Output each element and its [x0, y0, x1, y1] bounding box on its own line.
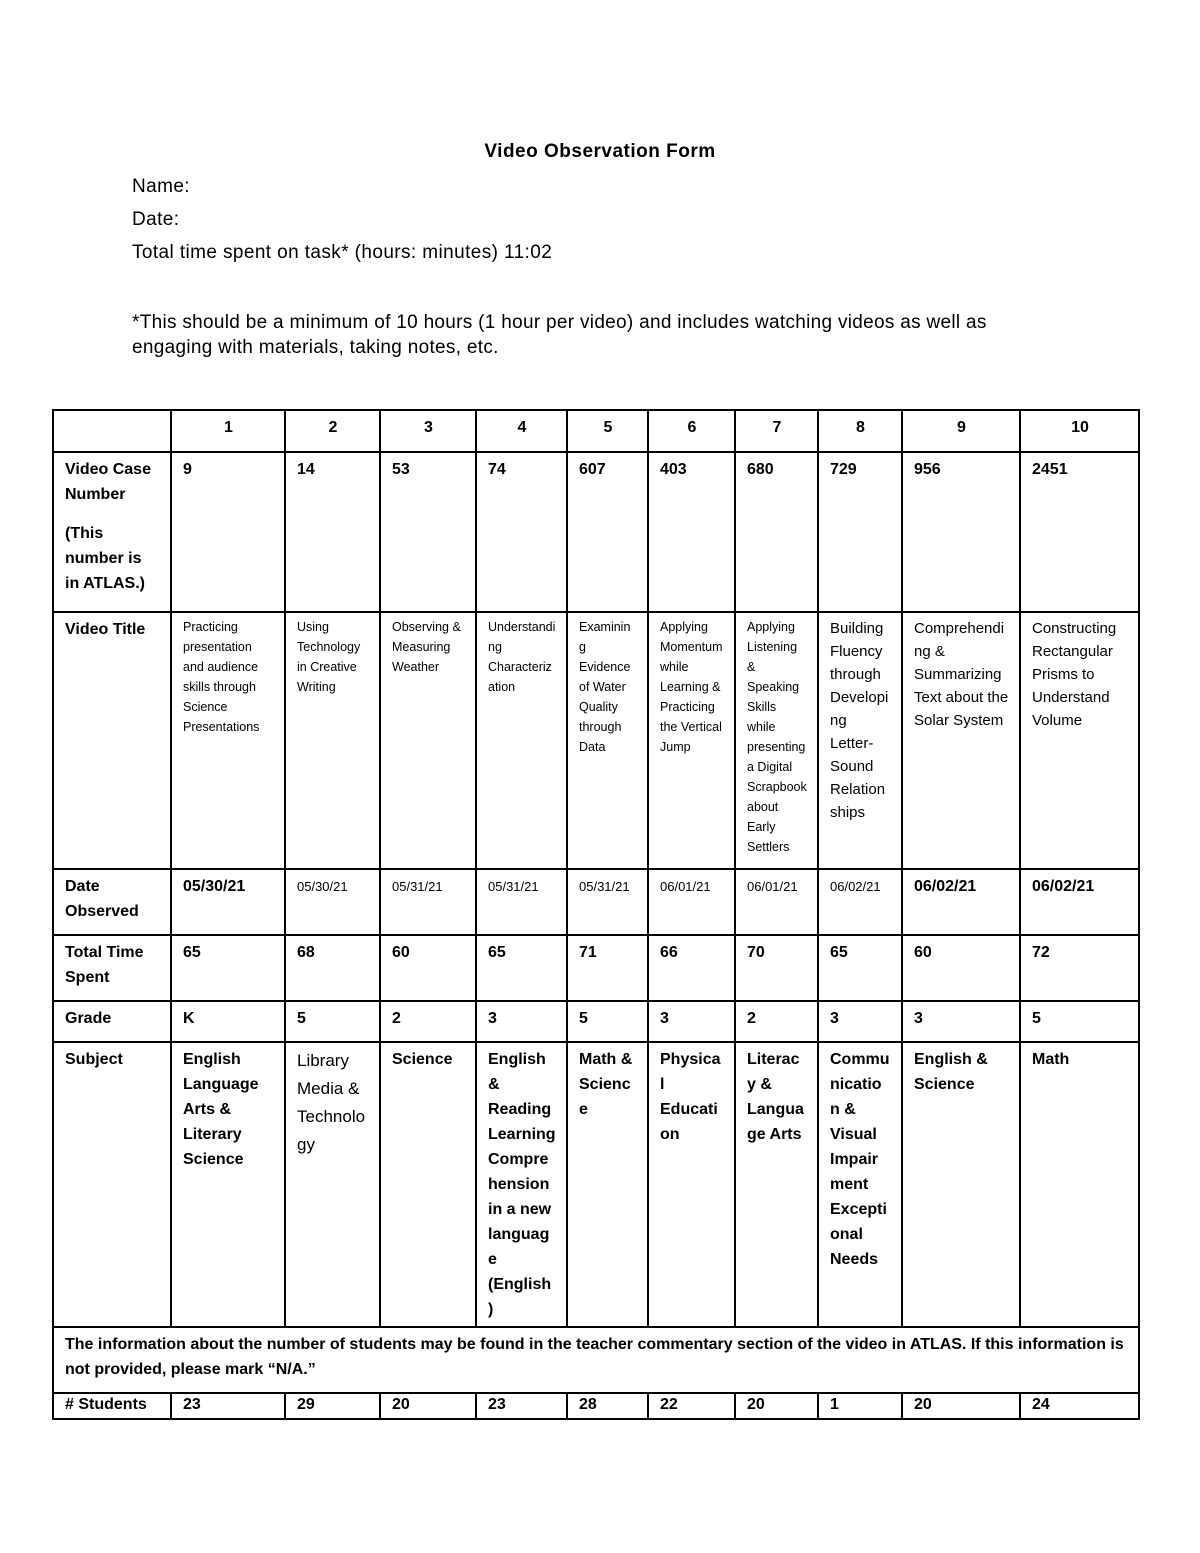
- column-header: 1: [171, 410, 285, 452]
- total-time-cell: 60: [902, 935, 1020, 1001]
- total-time-cell: 65: [171, 935, 285, 1001]
- video-title-cell: Examining Evidence of Water Quality through Data: [567, 612, 648, 869]
- date-observed-cell: 05/31/21: [567, 869, 648, 935]
- students-cell: 20: [735, 1393, 818, 1419]
- case-number-cell: 729: [818, 452, 902, 612]
- grade-row: [53, 1001, 1139, 1042]
- video-title-cell: Understanding Characterization: [476, 612, 567, 869]
- grade-cell: K: [171, 1001, 285, 1042]
- students-cell: 28: [567, 1393, 648, 1419]
- video-title-label: Video Title: [53, 612, 171, 869]
- column-header: 9: [902, 410, 1020, 452]
- subject-label: Subject: [53, 1042, 171, 1327]
- case-number-cell: 2451: [1020, 452, 1139, 612]
- grade-cell: 3: [648, 1001, 735, 1042]
- students-cell: 20: [902, 1393, 1020, 1419]
- total-time-cell: 71: [567, 935, 648, 1001]
- video-title-cell: Comprehending & Summarizing Text about the Solar System: [902, 612, 1020, 869]
- subject-cell: Literacy & Language Arts: [735, 1042, 818, 1327]
- total-time-field: Total time spent on task* (hours: minutes) 11:02: [132, 242, 553, 263]
- grade-cell: 3: [818, 1001, 902, 1042]
- name-field-label: Name:: [132, 176, 190, 197]
- video-title-cell: Practicing presentation and audience skills through Science Presentations: [171, 612, 285, 869]
- page-title: Video Observation Form: [484, 141, 716, 162]
- column-header: 4: [476, 410, 567, 452]
- students-cell: 24: [1020, 1393, 1139, 1419]
- students-cell: 29: [285, 1393, 380, 1419]
- grade-cell: 3: [476, 1001, 567, 1042]
- case-number-cell: 403: [648, 452, 735, 612]
- grade-cell: 2: [380, 1001, 476, 1042]
- video-title-row: [53, 612, 1139, 869]
- subject-cell: English & Reading Learning Comprehension in a new language (English): [476, 1042, 567, 1327]
- subject-cell: Math: [1020, 1042, 1139, 1327]
- column-header: 5: [567, 410, 648, 452]
- column-header: 7: [735, 410, 818, 452]
- minimum-hours-note: *This should be a minimum of 10 hours (1 hour per video) and includes watching videos as well as engaging with materials, taking notes, etc.: [132, 312, 987, 358]
- date-observed-cell: 06/01/21: [735, 869, 818, 935]
- column-header: 8: [818, 410, 902, 452]
- total-time-row: [53, 935, 1139, 1001]
- grade-cell: 5: [285, 1001, 380, 1042]
- video-title-cell: Constructing Rectangular Prisms to Understand Volume: [1020, 612, 1139, 869]
- video-title-cell: Using Technology in Creative Writing: [285, 612, 380, 869]
- total-time-cell: 60: [380, 935, 476, 1001]
- students-cell: 23: [476, 1393, 567, 1419]
- date-observed-cell: 06/02/21: [902, 869, 1020, 935]
- date-observed-cell: 06/02/21: [818, 869, 902, 935]
- date-observed-row: [53, 869, 1139, 935]
- date-observed-cell: 06/02/21: [1020, 869, 1139, 935]
- subject-cell: Library Media & Technology: [285, 1042, 380, 1327]
- students-note-row: [53, 1327, 1139, 1393]
- total-time-label: Total Time Spent: [53, 935, 171, 1001]
- students-cell: 20: [380, 1393, 476, 1419]
- total-time-cell: 65: [476, 935, 567, 1001]
- case-number-cell: 9: [171, 452, 285, 612]
- date-observed-label: Date Observed: [53, 869, 171, 935]
- case-number-cell: 956: [902, 452, 1020, 612]
- case-number-note: (This number is in ATLAS.): [65, 525, 145, 592]
- video-title-cell: Applying Listening & Speaking Skills while presenting a Digital Scrapbook about Early Settlers: [735, 612, 818, 869]
- video-title-cell: Observing & Measuring Weather: [380, 612, 476, 869]
- students-cell: 23: [171, 1393, 285, 1419]
- total-time-cell: 70: [735, 935, 818, 1001]
- date-observed-cell: 05/31/21: [380, 869, 476, 935]
- case-number-label: Video Case Number: [65, 461, 151, 503]
- video-title-cell: Applying Momentum while Learning & Practicing the Vertical Jump: [648, 612, 735, 869]
- column-header: 10: [1020, 410, 1139, 452]
- subject-cell: Science: [380, 1042, 476, 1327]
- date-observed-cell: 06/01/21: [648, 869, 735, 935]
- total-time-cell: 72: [1020, 935, 1139, 1001]
- column-header: 6: [648, 410, 735, 452]
- header-blank-cell: [53, 410, 171, 452]
- date-observed-cell: 05/30/21: [171, 869, 285, 935]
- case-number-cell: 74: [476, 452, 567, 612]
- case-number-cell: 607: [567, 452, 648, 612]
- subject-cell: English Language Arts & Literary Science: [171, 1042, 285, 1327]
- subject-row: [53, 1042, 1139, 1327]
- grade-cell: 2: [735, 1001, 818, 1042]
- header-row: [53, 410, 1139, 452]
- date-observed-cell: 05/30/21: [285, 869, 380, 935]
- subject-cell: Physical Education: [648, 1042, 735, 1327]
- students-cell: 22: [648, 1393, 735, 1419]
- date-observed-cell: 05/31/21: [476, 869, 567, 935]
- students-label: # Students: [53, 1393, 171, 1419]
- column-header: 3: [380, 410, 476, 452]
- subject-cell: Math & Science: [567, 1042, 648, 1327]
- column-header: 2: [285, 410, 380, 452]
- grade-cell: 3: [902, 1001, 1020, 1042]
- total-time-cell: 66: [648, 935, 735, 1001]
- grade-cell: 5: [567, 1001, 648, 1042]
- case-number-cell: 680: [735, 452, 818, 612]
- students-cell: 1: [818, 1393, 902, 1419]
- case-number-cell: 14: [285, 452, 380, 612]
- total-time-cell: 68: [285, 935, 380, 1001]
- total-time-cell: 65: [818, 935, 902, 1001]
- case-number-row: [53, 452, 1139, 612]
- case-number-label-cell: [53, 452, 171, 612]
- students-note: The information about the number of students may be found in the teacher commentary section of the video in ATLAS. If this information is not provided, please mark “N/A.”: [53, 1327, 1139, 1393]
- observation-table: [52, 409, 1140, 1420]
- grade-label: Grade: [53, 1001, 171, 1042]
- case-number-cell: 53: [380, 452, 476, 612]
- subject-cell: Communication & Visual Impairment Exceptional Needs: [818, 1042, 902, 1327]
- date-field-label: Date:: [132, 209, 180, 230]
- students-row: [53, 1393, 1139, 1419]
- grade-cell: 5: [1020, 1001, 1139, 1042]
- subject-cell: English & Science: [902, 1042, 1020, 1327]
- video-title-cell: Building Fluency through Developing Letter-Sound Relationships: [818, 612, 902, 869]
